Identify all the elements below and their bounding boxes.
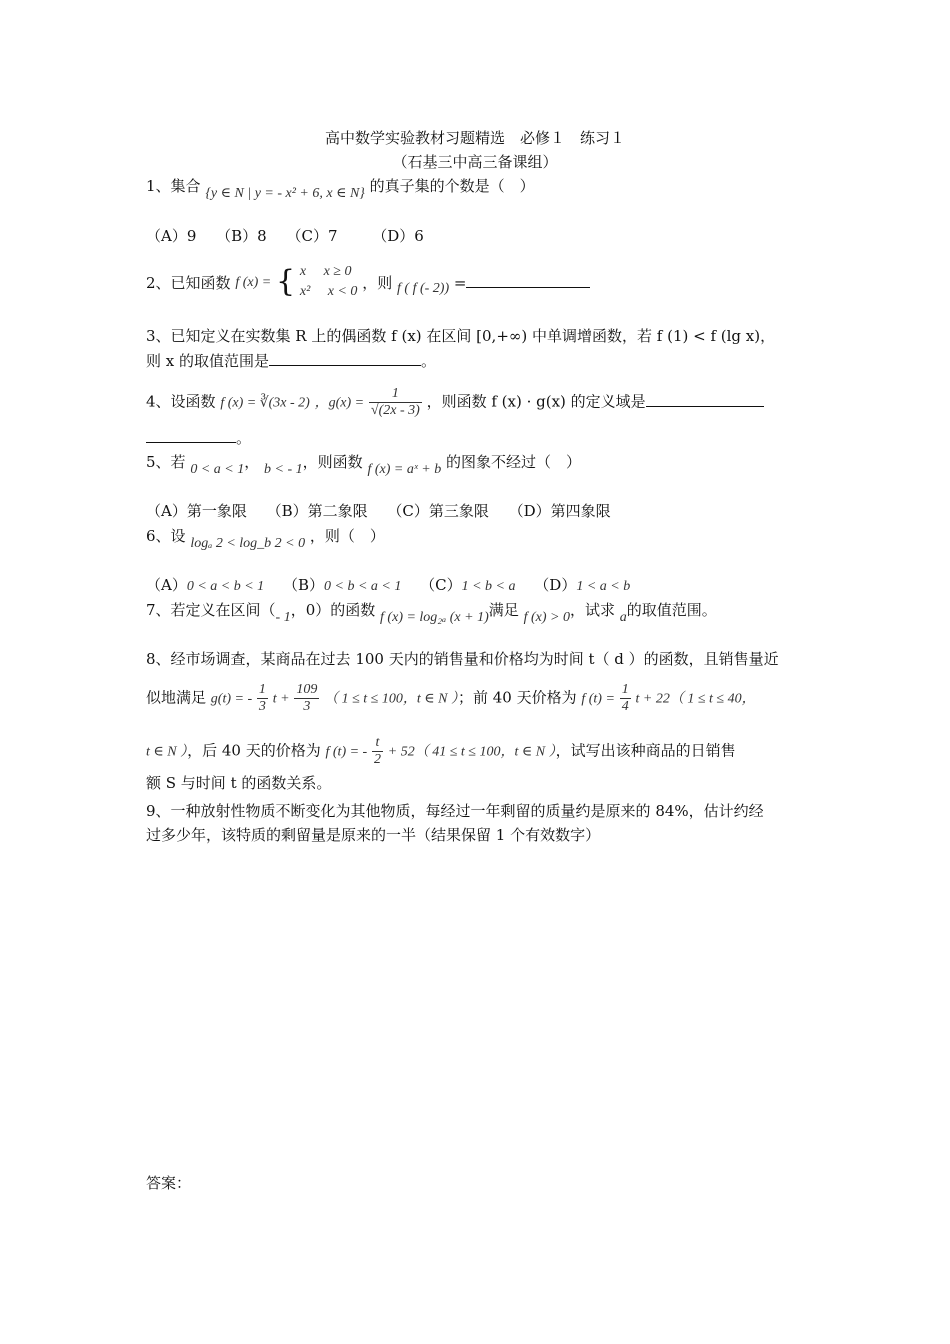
- question-4-line-2: 。: [146, 428, 251, 448]
- q1-set-math: {y ∈ N | y = - x² + 6, x ∈ N}: [205, 186, 365, 201]
- q2-answer-blank: [466, 273, 590, 288]
- q7-function: f (x) = log₂ₐ (x + 1): [380, 610, 489, 625]
- question-8-line-4: 额 S 与时间 t 的函数关系。: [146, 774, 332, 792]
- q5-function: f (x) = aˣ + b: [367, 462, 442, 477]
- question-8-line-3: t ∈ N ），后 40 天的价格为 f (t) = - $\frac{t}{2}$ + 52（ 41 ≤ t ≤ 100，t ∈ N ），试写出该种商品的日销售: [146, 735, 736, 767]
- question-9-line-2: 过多少年，该特质的剩留量是原来的一半（结果保留 1 个有效数字）: [146, 826, 601, 844]
- q4-answer-blank: [646, 392, 764, 407]
- question-3-line-2: 则 x 的取值范围是 。: [146, 352, 437, 370]
- question-5: 5、若 0 < a < 1， b < - 1，则函数 f (x) = aˣ + b 的图象不经过（ ）: [146, 453, 582, 477]
- q1-options: （A）9 （B）8 （C）7 （D）6: [146, 227, 424, 245]
- question-3-line-1: 3、已知定义在实数集 R 上的偶函数 f (x) 在区间 [0,+∞) 中单调增函数，若 f (1) < f (lg x)，: [146, 327, 776, 345]
- q5-options: （A）第一象限 （B）第二象限 （C）第三象限 （D）第四象限: [146, 502, 611, 520]
- question-7: 7、若定义在区间（- 1，0）的函数 f (x) = log₂ₐ (x + 1)满足 f (x) > 0，试求 a的取值范围。: [146, 601, 717, 625]
- question-8-line-2: 似地满足 g(t) = - $\frac{1}{3}$ t + $\frac{109}{3}$ （ 1 ≤ t ≤ 100，t ∈ N ）；前 40 天价格为 f (t) = $\frac{1}{4}$ t + 22（ 1 ≤ t ≤ 40，: [146, 682, 756, 714]
- question-9-line-1: 9、一种放射性物质不断变化为其他物质，每经过一年剩留的质量约是原来的 84%，估计约经: [146, 802, 764, 820]
- question-8-line-1: 8、经市场调查，某商品在过去 100 天内的销售量和价格均为时间 t（ d ）的函数，且销售量近: [146, 650, 779, 668]
- q3-answer-blank: [269, 351, 421, 366]
- page-subtitle: （石基三中高三备课组）: [392, 153, 558, 171]
- answer-label: 答案：: [146, 1174, 192, 1192]
- q2-composite: f ( f (- 2)): [397, 281, 450, 296]
- q4-answer-blank-cont: [146, 428, 236, 443]
- q4-g-fraction: $\frac{1}{√(2x - 3)}$: [370, 386, 420, 418]
- q6-options: （A）0 < a < b < 1 （B）0 < b < a < 1 （C）1 < b < a （D）1 < a < b: [146, 576, 631, 594]
- q6-condition: logₐ 2 < log_b 2 < 0: [190, 536, 306, 551]
- q2-piecewise: f (x) = { x x ≥ 0 x² x < 0: [235, 264, 358, 299]
- question-4: 4、设函数 f (x) = ∛(3x - 2) ，g(x) = $\frac{1}{√(2x - 3)}$ ，则函数 f (x) · g(x) 的定义域是: [146, 386, 764, 419]
- question-6: 6、设 logₐ 2 < log_b 2 < 0 ，则（ ）: [146, 527, 385, 551]
- page-title: 高中数学实验教材习题精选 必修１ 练习１: [324, 129, 625, 147]
- question-1: 1、集合 {y ∈ N | y = - x² + 6, x ∈ N} 的真子集的个数是（ ）: [146, 177, 535, 201]
- q4-f: f (x) = ∛(3x - 2): [220, 395, 310, 411]
- question-2: 2、已知函数 f (x) = { x x ≥ 0 x² x < 0 ，则 f ( f (- 2)) =: [146, 264, 590, 304]
